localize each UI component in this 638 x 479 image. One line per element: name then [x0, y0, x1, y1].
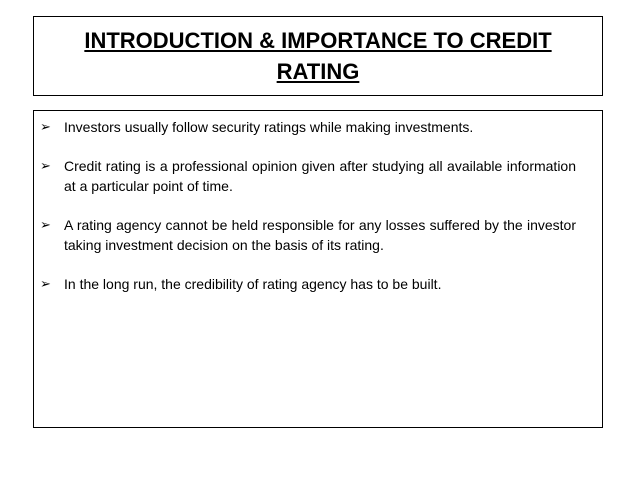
bullet-text: Credit rating is a professional opinion given after studying all available information at a particular point of time. — [64, 158, 576, 194]
bullet-list — [34, 117, 576, 294]
bullet-item — [34, 274, 576, 294]
slide-title: INTRODUCTION & IMPORTANCE TO CREDIT RATING — [84, 28, 552, 84]
content-box — [33, 110, 603, 428]
bullet-text: A rating agency cannot be held responsible for any losses suffered by the investor taking investment decision on the basis of its rating. — [64, 217, 576, 253]
bullet-text: In the long run, the credibility of rating agency has to be built. — [64, 276, 442, 292]
bullet-item — [34, 156, 576, 196]
arrow-bullet-icon: ➢ — [40, 276, 51, 291]
bullet-item — [34, 117, 576, 137]
bullet-item — [34, 215, 576, 255]
bullet-text: Investors usually follow security ratings while making investments. — [64, 119, 474, 135]
arrow-bullet-icon: ➢ — [40, 119, 51, 134]
arrow-bullet-icon: ➢ — [40, 217, 51, 232]
arrow-bullet-icon: ➢ — [40, 158, 51, 173]
title-box — [33, 16, 603, 96]
